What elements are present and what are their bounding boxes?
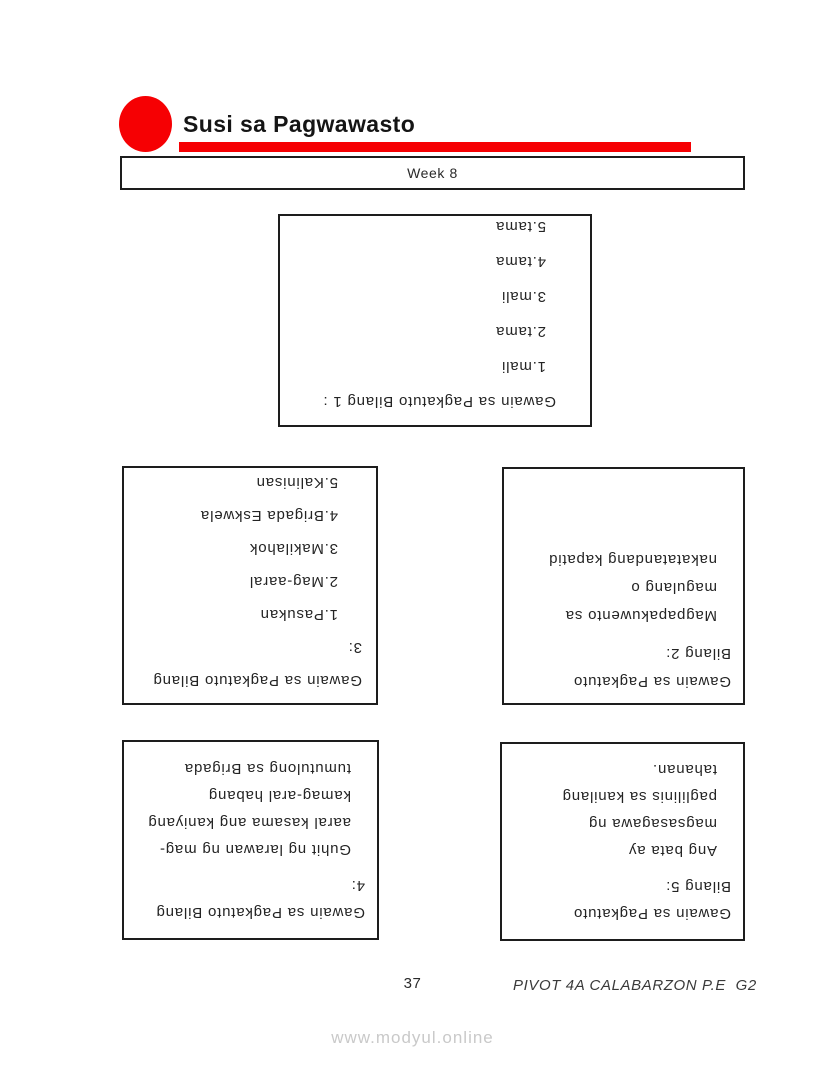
answer-box-bilang-3-content	[124, 468, 376, 703]
answer-box-title: 4:	[350, 877, 365, 894]
watermark-text: www.modyul.online	[331, 1028, 494, 1047]
answer-line: paglilinis sa kanilang	[561, 788, 717, 805]
page-number: 37	[403, 975, 422, 992]
answer-line: Magpapakuwento sa	[564, 607, 717, 624]
answer-item: 1.mali	[501, 358, 546, 375]
answer-box-title: 3:	[347, 639, 362, 656]
page-title: Susi sa Pagwawasto	[183, 111, 416, 137]
answer-text	[514, 756, 731, 864]
answer-box-title: Gawain sa Pagkatuto Bilang 1 :	[322, 393, 556, 410]
answer-line: tahanan.	[652, 761, 717, 778]
answer-box-bilang-3	[122, 466, 378, 705]
answer-line: Guhit ng larawan ng mag-	[159, 841, 351, 858]
answer-item: 3.mali	[501, 288, 546, 305]
answer-box-title: Bilang 2:	[665, 645, 731, 662]
answer-text	[516, 545, 731, 629]
answer-box-bilang-4-content	[124, 742, 377, 938]
answer-line: aaral kasama ang kaniyang	[147, 814, 351, 831]
answer-item: 5.tama	[495, 218, 546, 235]
answer-line: kamag-aral habang	[208, 787, 351, 804]
week-banner	[120, 156, 745, 190]
answer-item: 1.Pasukan	[259, 606, 338, 623]
answer-item: 4.tama	[495, 253, 546, 270]
answer-box-title: Gawain sa Pagkatuto Bilang	[152, 672, 362, 689]
answer-box-bilang-5-content	[502, 744, 743, 939]
week-label: Week 8	[407, 165, 458, 181]
answer-item: 3.Makilahok	[249, 540, 338, 557]
answer-box-bilang-1	[278, 214, 592, 427]
answer-box-bilang-1-content	[280, 216, 590, 425]
answer-box-title: Gawain sa Pagkatuto Bilang	[155, 904, 365, 921]
answer-box-bilang-2-content	[504, 469, 743, 703]
answer-item: 4.Brigada Eskwela	[200, 507, 338, 524]
answer-item: 2.tama	[495, 323, 546, 340]
answer-box-bilang-2	[502, 467, 745, 705]
answer-box-bilang-5	[500, 742, 745, 941]
answer-item: 5.Kalinisan	[255, 474, 338, 491]
answer-line: tumutulong sa Brigada	[184, 760, 351, 777]
module-footer-label: PIVOT 4A CALABARZON P.E G2	[513, 977, 757, 994]
answer-line: magulang o	[630, 579, 717, 596]
answer-box-title: Bilang 5:	[665, 878, 731, 895]
answer-line: Ang bata ay	[628, 842, 717, 859]
red-bullet-icon	[119, 96, 172, 152]
answer-box-title: Gawain sa Pagkatuto	[573, 673, 731, 690]
answer-line: nakatatandang kapatid	[548, 551, 717, 568]
answer-text	[136, 755, 365, 863]
answer-item: 2.Mag-aaral	[249, 573, 338, 590]
answer-line: magsasagawa ng	[588, 815, 717, 832]
title-underline	[179, 142, 691, 152]
answer-box-title: Gawain sa Pagkatuto	[573, 905, 731, 922]
answer-box-bilang-4	[122, 740, 379, 940]
